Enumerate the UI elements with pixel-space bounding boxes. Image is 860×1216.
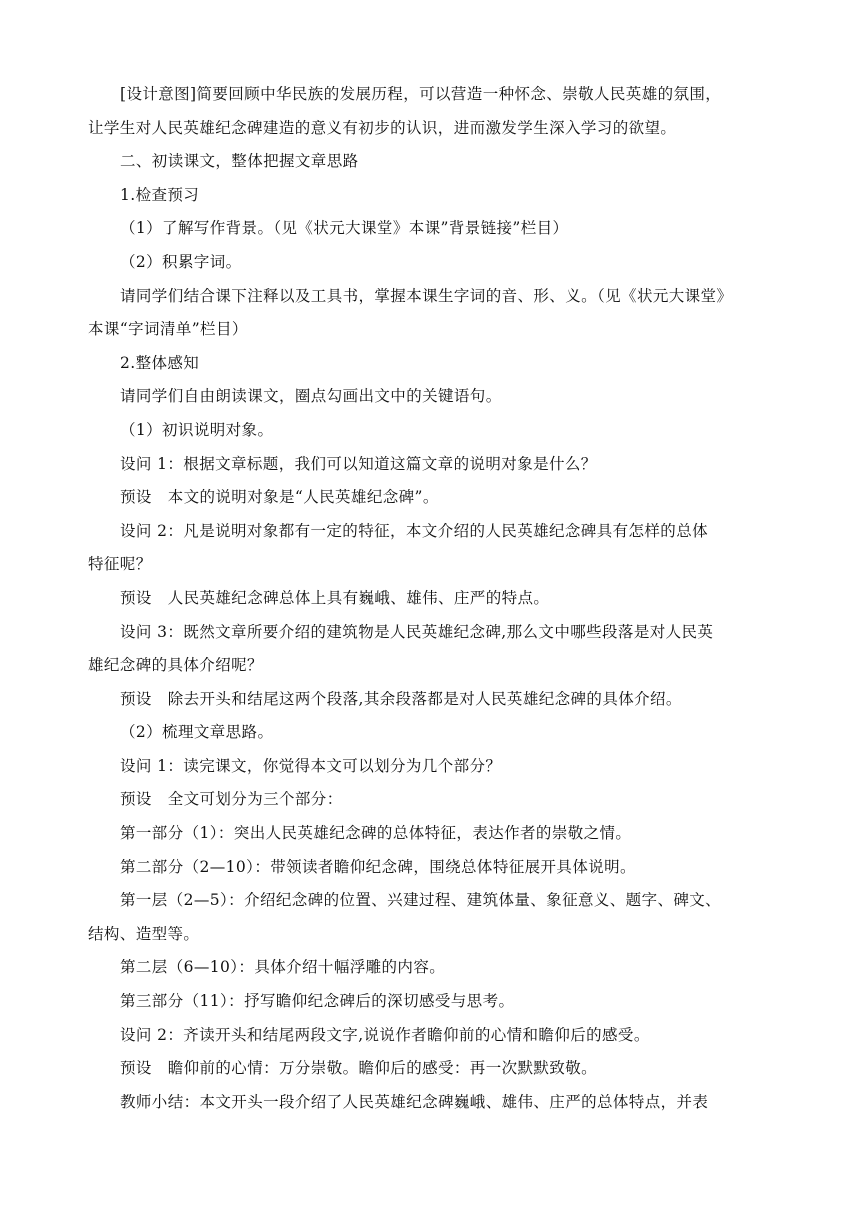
- document-body: [88, 78, 788, 1119]
- text-line: 第二部分（2—10）：带领读者瞻仰纪念碑，围绕总体特征展开具体说明。: [120, 857, 636, 876]
- text-line: 让学生对人民英雄纪念碑建造的意义有初步的认识，进而激发学生深入学习的欲望。: [88, 118, 677, 137]
- text-line: 雄纪念碑的具体介绍呢？: [88, 656, 263, 675]
- text-line: （1）初识说明对象。: [120, 420, 274, 439]
- text-line: 1.检查预习: [120, 185, 200, 204]
- text-line: 设问 3：既然文章所要介绍的建筑物是人民英雄纪念碑,那么文中哪些段落是对人民英: [120, 622, 714, 641]
- text-line: 第三部分（11）：抒写瞻仰纪念碑后的深切感受与思考。: [120, 992, 515, 1011]
- text-line: （1）了解写作背景。（见《状元大课堂》本课”背景链接”栏目）: [120, 219, 569, 238]
- text-line: 本课“字词清单”栏目）: [88, 320, 248, 339]
- text-line: 预设 瞻仰前的心情：万分崇敬。瞻仰后的感受：再一次默默致敬。: [120, 1059, 598, 1078]
- text-line: 预设 本文的说明对象是“人民英雄纪念碑”。: [120, 488, 439, 507]
- text-line: 设问 1：读完课文，你觉得本文可以划分为几个部分？: [120, 756, 502, 775]
- text-line: 2.整体感知: [120, 353, 200, 372]
- text-line: 第一层（2—5）：介绍纪念碑的位置、兴建过程、建筑体量、象征意义、题字、碑文、: [120, 891, 722, 910]
- text-line: 第一部分（1）：突出人民英雄纪念碑的总体特征，表达作者的崇敬之情。: [120, 824, 632, 843]
- text-line: 特征呢？: [88, 555, 152, 574]
- text-line: 请同学们自由朗读课文，圈点勾画出文中的关键语句。: [120, 387, 502, 406]
- text-line: （2）积累字词。: [120, 252, 242, 271]
- text-line: 结构、造型等。: [88, 924, 200, 943]
- text-line: 预设 全文可划分为三个部分：: [120, 790, 343, 809]
- text-line: （2）梳理文章思路。: [120, 723, 274, 742]
- text-line: [设计意图]简要回顾中华民族的发展历程，可以营造一种怀念、崇敬人民英雄的氛围，: [120, 85, 722, 103]
- text-line: 设问 1：根据文章标题，我们可以知道这篇文章的说明对象是什么？: [120, 454, 597, 473]
- text-line: 第二层（6—10）：具体介绍十幅浮雕的内容。: [120, 958, 446, 977]
- text-line: 设问 2：凡是说明对象都有一定的特征，本文介绍的人民英雄纪念碑具有怎样的总体: [120, 521, 708, 540]
- text-line: 教师小结：本文开头一段介绍了人民英雄纪念碑巍峨、雄伟、庄严的总体特点，并表: [120, 1092, 709, 1111]
- text-line: 设问 2：齐读开头和结尾两段文字,说说作者瞻仰前的心情和瞻仰后的感受。: [120, 1025, 650, 1044]
- text-line: 预设 除去开头和结尾这两个段落,其余段落都是对人民英雄纪念碑的具体介绍。: [120, 689, 682, 708]
- text-line: 二、初读课文，整体把握文章思路: [120, 152, 359, 171]
- text-line: 预设 人民英雄纪念碑总体上具有巍峨、雄伟、庄严的特点。: [120, 588, 550, 607]
- text-line: 请同学们结合课下注释以及工具书，掌握本课生字词的音、形、义。（见《状元大课堂》: [120, 286, 733, 305]
